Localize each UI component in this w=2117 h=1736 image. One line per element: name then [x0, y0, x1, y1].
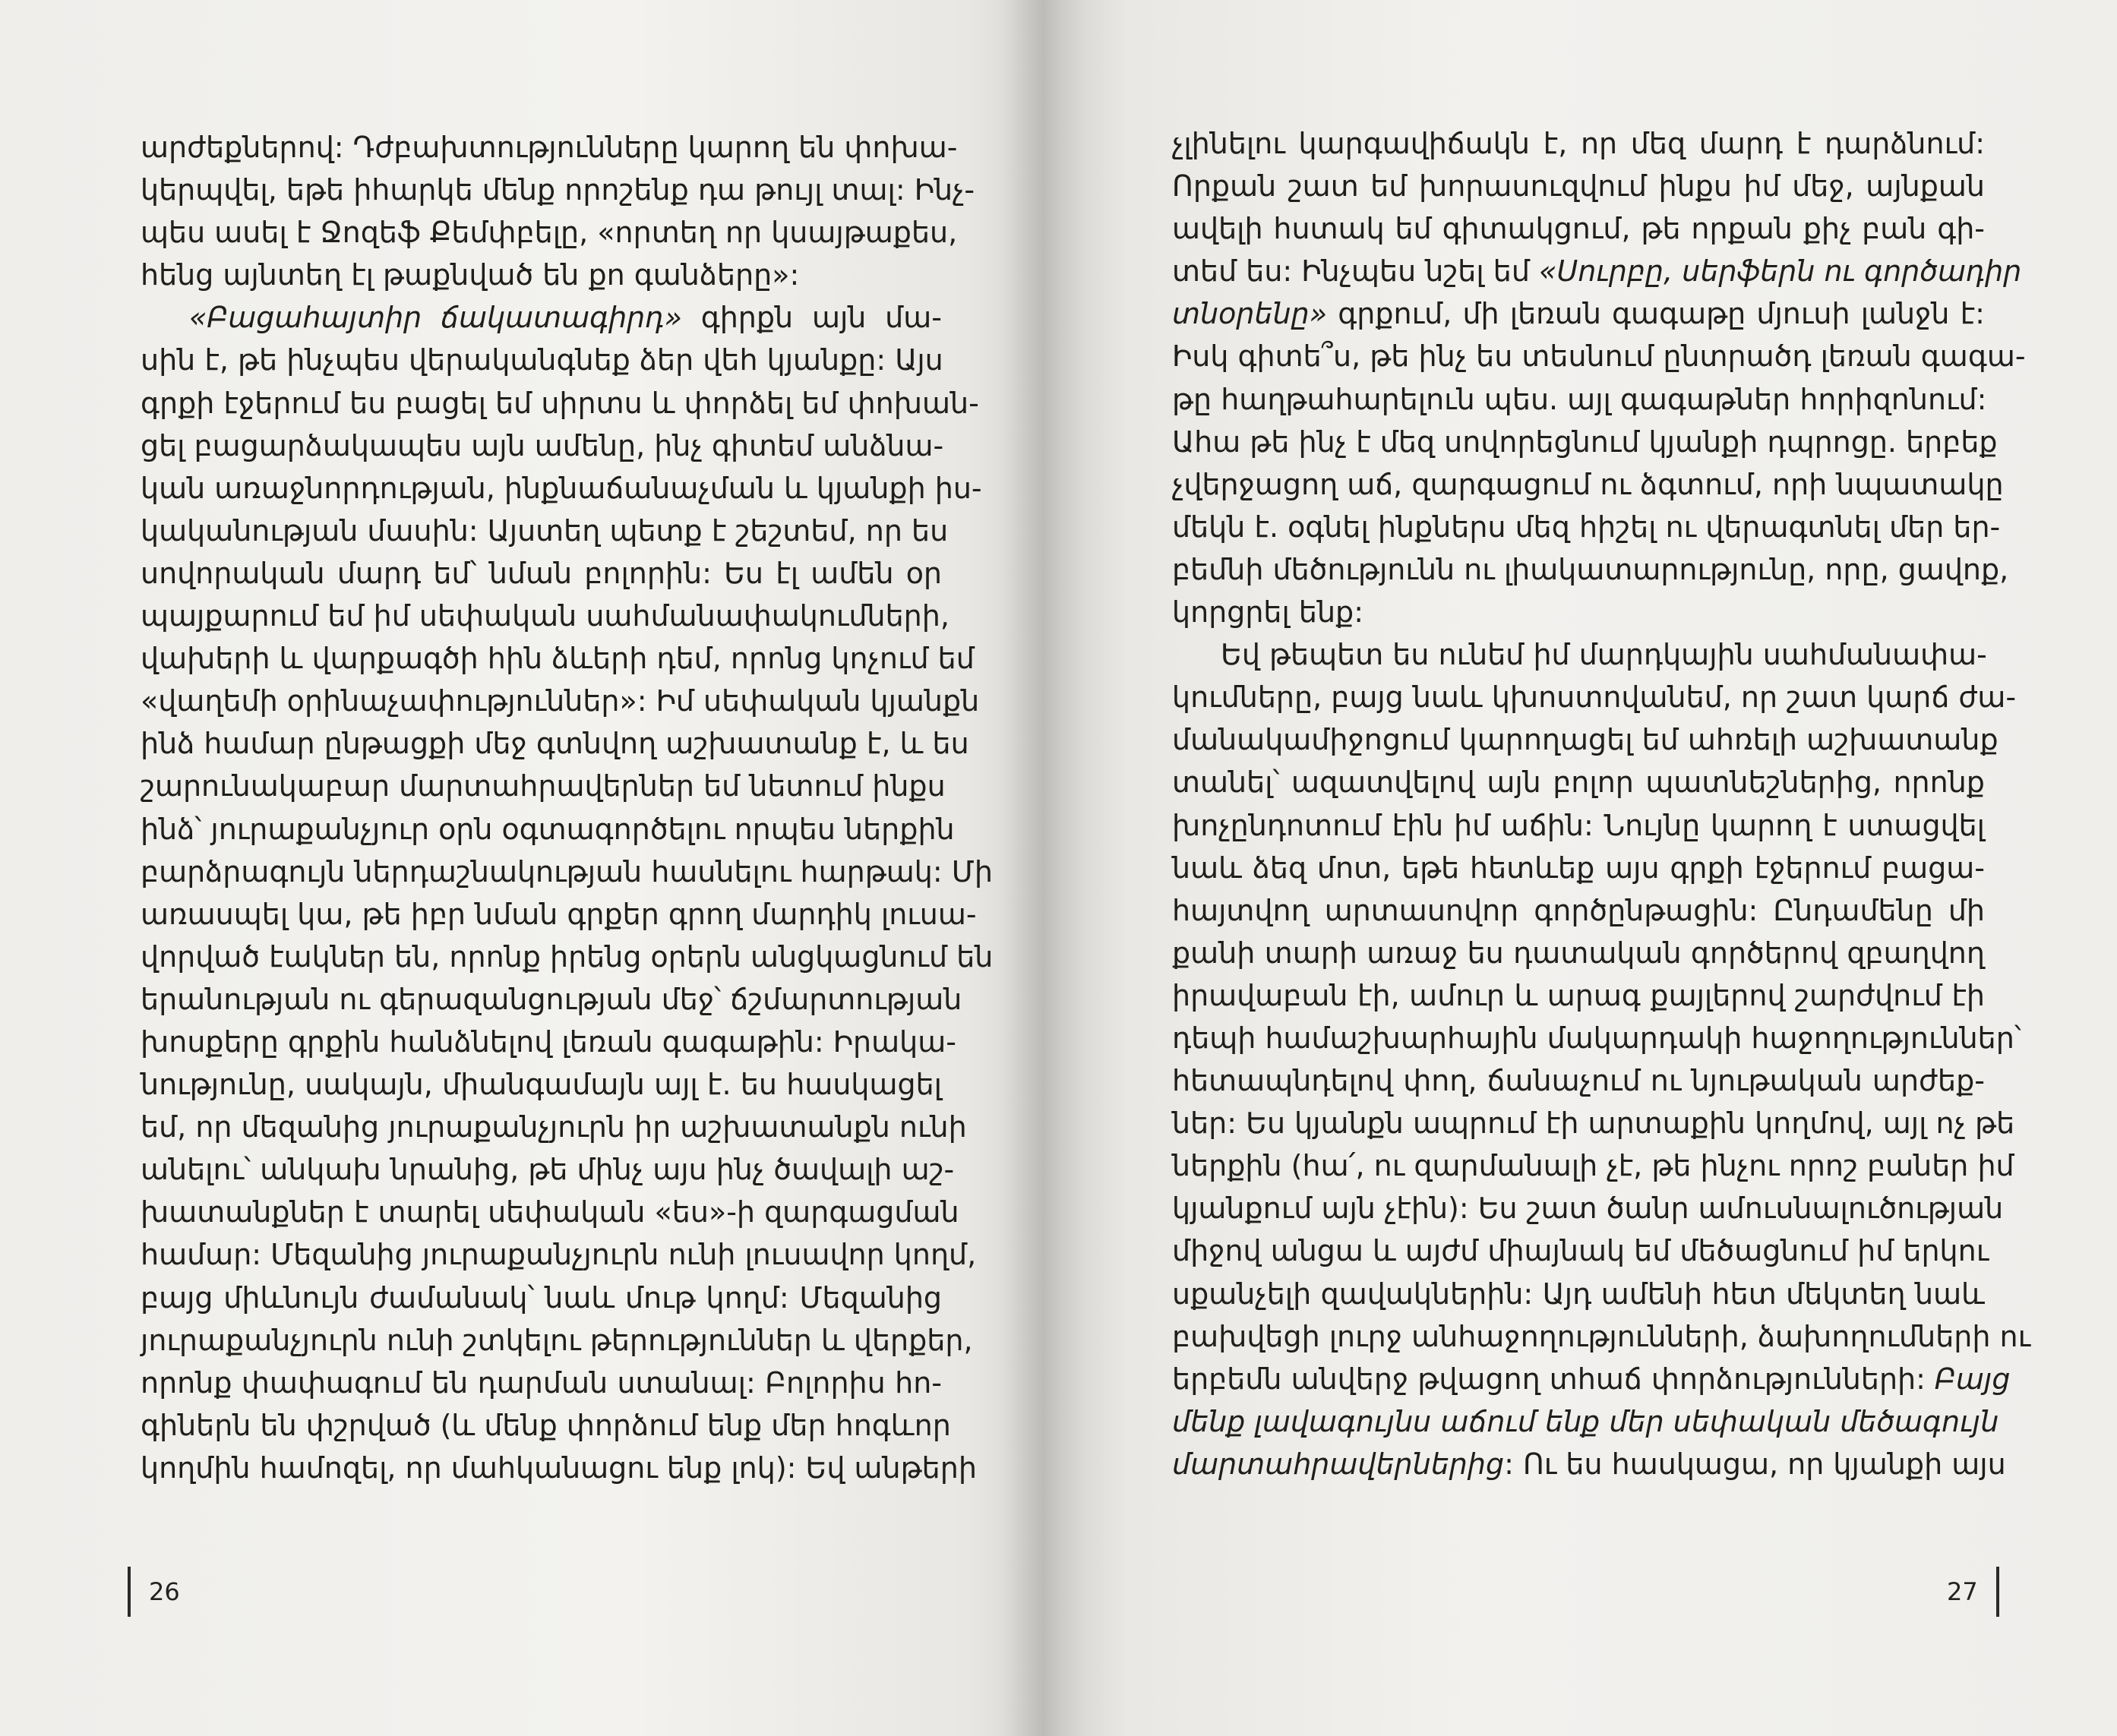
book-title-italic: «Բացահայտիր ճակատագիրդ»: [189, 301, 682, 335]
text-line: ներ: Ես կյանքն ապրում էի արտաքին կողմով, այլ ոչ թե: [1172, 1106, 2015, 1141]
text-line: [1172, 250, 2022, 292]
text-line: կումները, բայց նաև կխոստովանեմ, որ շատ կարճ ժա-: [1172, 680, 2017, 715]
text-line: «վաղեմի օրինաչափություններ»: Իմ սեփական կյանքն: [141, 684, 980, 718]
left-folio: [128, 1567, 180, 1617]
book-title-italic: տնօրենը»: [1172, 297, 1328, 331]
text-line: Եվ թեպետ ես ունեմ իմ մարդկային սահմանափա-: [1221, 638, 1987, 672]
text-line: գիներն են փշրված (և մենք փորձում ենք մեր հոգևոր: [141, 1408, 951, 1442]
text-fragment: երբեմն անվերջ թվացող տհաճ փորձությունների:: [1172, 1362, 1935, 1396]
text-line: հետապնդելով փող, ճանաչում ու նյութական արժեք-: [1172, 1064, 1985, 1098]
text-fragment: տեմ ես: Ինչպես նշել եմ: [1172, 254, 1540, 289]
folio-rule: [1996, 1567, 1999, 1617]
text-line: հայտվող արտասովոր գործընթացին: Ընդամենը մի: [1172, 893, 1985, 927]
text-line: որոնք փափագում են դարման ստանալ: Բոլորիս հո-: [141, 1365, 942, 1400]
text-line: [1172, 292, 1985, 335]
text-line: արժեքներով: Դժբախտությունները կարող են փոխա-: [141, 131, 958, 164]
text-line: մենք լավագույնս աճում ենք մեր սեփական մեծագույն: [1172, 1404, 1999, 1438]
text-line: համար: Մեզանից յուրաքանչյուրն ունի լուսավոր կողմ,: [141, 1238, 977, 1272]
text-line: [1172, 1358, 2011, 1400]
text-line: խատանքներ է տարել սեփական «ես»-ի զարգացման: [141, 1195, 959, 1229]
text-line: ինձ՝ յուրաքանչյուր օրն օգտագործելու որպես ներքին: [141, 812, 955, 846]
text-line: չվերջացող աճ, զարգացում ու ձգտում, որի նպատակը: [1172, 467, 2004, 501]
text-line: դեպի համաշխարհային մակարդակի հաջողություններ՝: [1172, 1021, 2021, 1055]
text-line: բարձրագույն ներդաշնակության հասնելու հարթակ: Մի: [141, 854, 993, 889]
text-line: բայց միևնույն ժամանակ՝ նաև մութ կողմ: Մեզանից: [141, 1280, 942, 1315]
text-line: տանել՝ ազատվելով այն բոլոր պատնեշներից, որոնք: [1172, 765, 1985, 800]
text-line: առասպել կա, թե իբր նման գրքեր գրող մարդիկ լուսա-: [141, 897, 977, 931]
text-line: կորցրել ենք:: [1172, 595, 1364, 630]
book-gutter: [1003, 0, 1086, 1736]
text-line: ինձ համար ընթացքի մեջ գտնվող աշխատանք է, և ես: [141, 727, 969, 761]
text-line: կերպվել, եթե իհարկե մենք որոշենք դա թույլ տալ: Ինչ-: [141, 173, 975, 207]
text-line: շարունակաբար մարտահրավերներ եմ նետում ինքս: [141, 769, 946, 803]
text-line: ավելի հստակ եմ գիտակցում, թե որքան քիչ բան գի-: [1172, 212, 1985, 246]
text-line: բեմնի մեծությունն ու լիակատարությունը, որը, ցավոք,: [1172, 552, 2009, 586]
text-line: բախվեցի լուրջ անհաջողությունների, ձախողումների ու: [1172, 1319, 2031, 1353]
italic-phrase: մարտահրավերներից: [1172, 1447, 1505, 1481]
page-number: 27: [1947, 1577, 1978, 1606]
text-line: ներքին (հա՛, ու զարմանալի չէ, թե ինչու որոշ բաներ իմ: [1172, 1149, 2014, 1183]
text-fragment: : Ու ես հասկացա, որ կյանքի այս: [1504, 1447, 2006, 1481]
left-page-text: [141, 126, 994, 1489]
text-line: կականության մասին: Այստեղ պետք է շեշտեմ, որ ես: [141, 513, 949, 548]
text-line: վախերի և վարքագծի հին ձևերի դեմ, որոնց կոչում եմ: [141, 642, 975, 676]
text-line: յուրաքանչյուրն ունի շտկելու թերություններ և վերքեր,: [141, 1323, 973, 1357]
text-line: եմ, որ մեզանից յուրաքանչյուրն իր աշխատանքն ունի: [141, 1110, 967, 1144]
text-line: խոչընդոտում էին իմ աճին: Նույնը կարող է ստացվել: [1172, 808, 1985, 842]
text-line: կան առաջնորդության, ինքնաճանաչման և կյանքի իս-: [141, 471, 982, 505]
folio-rule: [128, 1567, 131, 1617]
text-line: կողմին համոզել, որ մահկանացու ենք լոկ): Եվ անթերի: [141, 1450, 977, 1485]
text-line: մանակամիջոցում կարողացել եմ ահռելի աշխատանք: [1172, 723, 1999, 757]
text-line: չլինելու կարգավիճակն է, որ մեզ մարդ է դարձնում:: [1172, 127, 1985, 160]
text-line: մեկն է. օգնել ինքներս մեզ հիշել ու վերագտնել մեր եր-: [1172, 510, 2001, 544]
text-line: սքանչելի զավակներին: Այդ ամենի հետ մեկտեղ նաև: [1172, 1277, 1985, 1311]
right-page-text: [1172, 122, 2031, 1485]
text-line: քանի տարի առաջ ես դատական գործերով զբաղվող: [1172, 936, 1985, 970]
text-line: երանության ու գերազանցության մեջ՝ ճշմարտության: [141, 982, 962, 1016]
text-line: խոսքերը գրքին հանձնելով լեռան գագաթին: Իրակա-: [141, 1024, 956, 1059]
text-line: սին է, թե ինչպես վերականգնեք ձեր վեհ կյանքը: Այս: [141, 343, 943, 377]
italic-phrase: Բայց: [1935, 1362, 2011, 1396]
text-line: պայքարում եմ իմ սեփական սահմանափակումների,: [141, 599, 949, 633]
text-line: ցել բացարձակապես այն ամենը, ինչ գիտեմ անձնա-: [141, 428, 944, 462]
text-line: նությունը, սակայն, միանգամայն այլ է. ես հասկացել: [141, 1068, 942, 1102]
text-line: Ահա թե ինչ է մեզ սովորեցնում կյանքի դպրոցը. երբեք: [1172, 425, 1998, 459]
text-line: [1172, 1443, 2006, 1485]
text-line: իրավաբան էի, ամուր և արագ քայլերով շարժվում էի: [1172, 978, 1985, 1012]
right-folio: [1947, 1567, 1999, 1617]
text-line: թը հաղթահարելուն պես. այլ գագաթներ հորիզոնում:: [1172, 382, 1987, 416]
text-line: սովորական մարդ եմ՝ նման բոլորին: Ես էլ ամեն օր: [141, 556, 942, 590]
text-line: միջով անցա և այժմ միայնակ եմ մեծացնում իմ երկու: [1172, 1234, 1989, 1268]
text-line: կյանքում այն չէին): Ես շատ ծանր ամուսնալուծության: [1172, 1192, 2004, 1226]
text-line: [141, 296, 942, 339]
text-line: պես ասել է Ջոզեֆ Քեմփբելը, «որտեղ որ կսայթաքես,: [141, 216, 958, 250]
text-line: անելու՝ անկախ նրանից, թե մինչ այս ինչ ծավալի աշ-: [141, 1153, 955, 1187]
text-line: վորված էակներ են, որոնք իրենց օրերն անցկացնում են: [141, 939, 994, 974]
text-line: գրքի էջերում ես բացել եմ սիրտս և փորձել եմ փոխան-: [141, 386, 979, 420]
text-fragment: գրքում, մի լեռան գագաթը մյուսի լանջն է:: [1327, 297, 1985, 331]
text-line: հենց այնտեղ էլ թաքնված են քո գանձերը»:: [141, 258, 800, 292]
text-line: Իսկ գիտե՞ս, թե ինչ ես տեսնում ընտրածդ լեռան գագա-: [1172, 339, 2026, 374]
text-line: նաև ձեզ մոտ, եթե հետևեք այս գրքի էջերում բացա-: [1172, 851, 1985, 885]
page-number: 26: [149, 1577, 180, 1606]
text-line: Որքան շատ եմ խորասուզվում ինքս իմ մեջ, այնքան: [1172, 169, 1985, 204]
text-fragment: գիրքն այն մա-: [681, 301, 942, 335]
book-title-italic: «Սուրբը, սերֆերն ու գործադիր: [1539, 254, 2022, 289]
